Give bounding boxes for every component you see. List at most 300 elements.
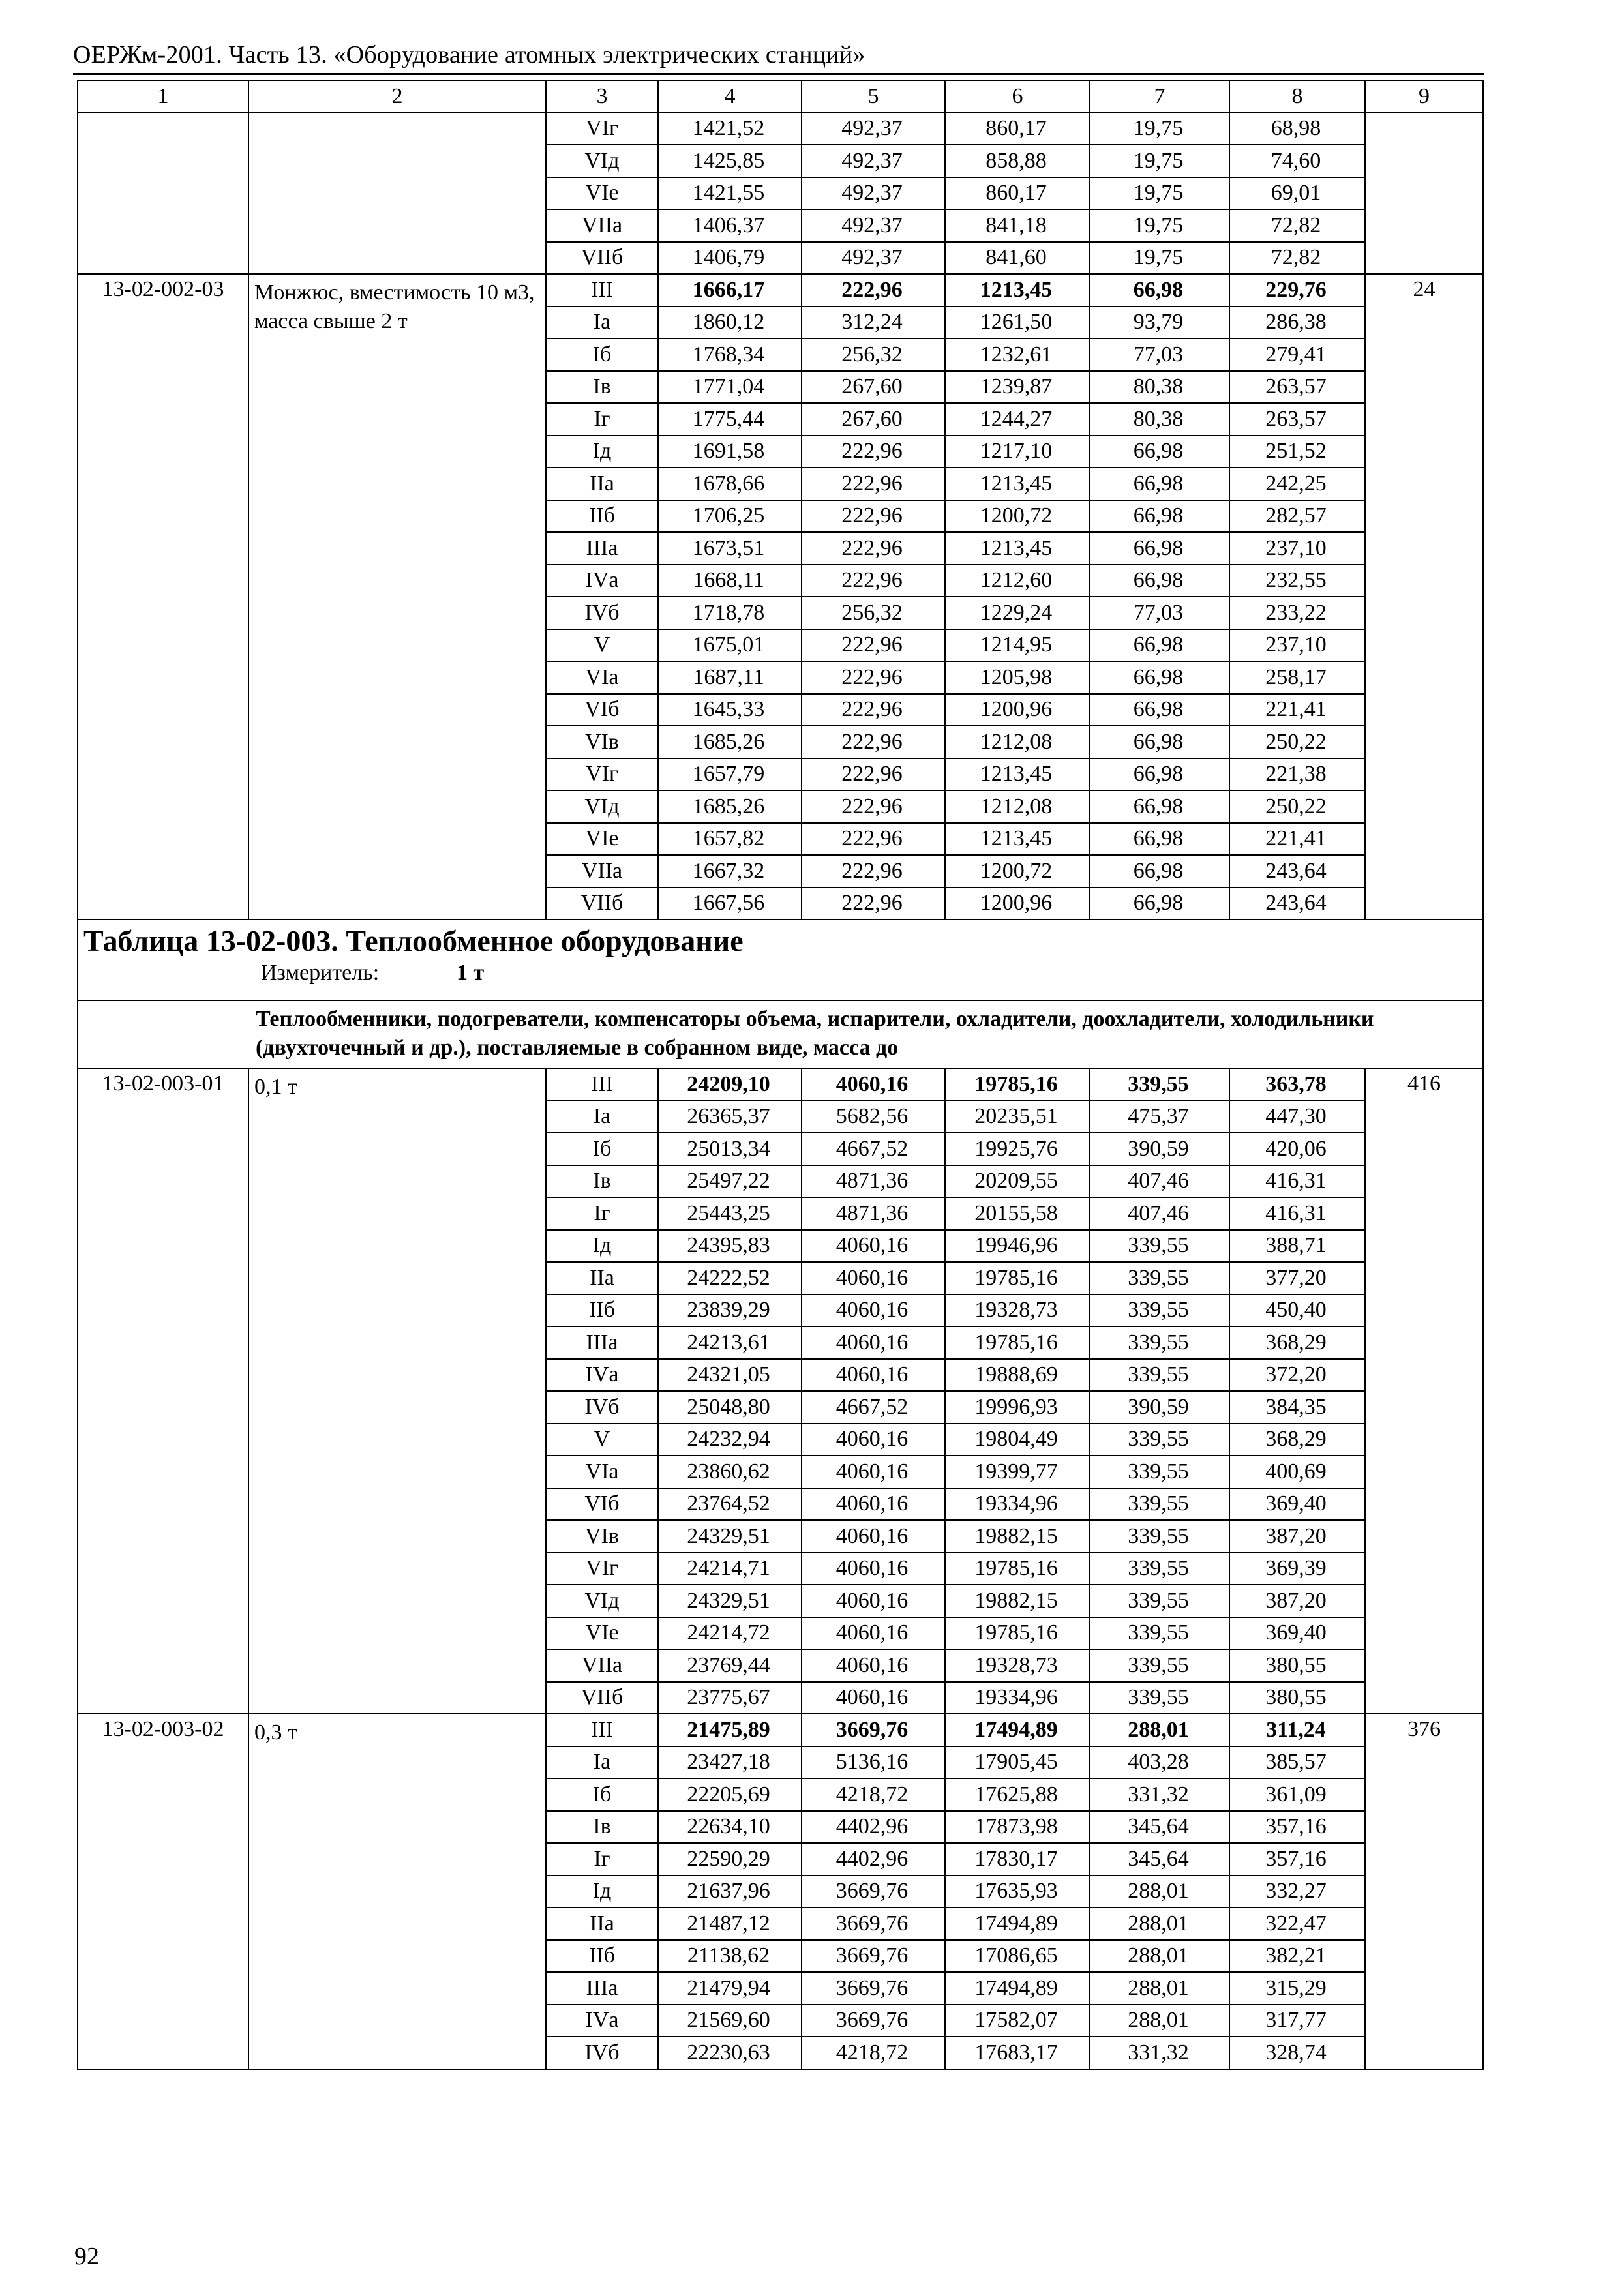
- price-value: 21637,96: [658, 1876, 802, 1908]
- price-value: 19804,49: [945, 1424, 1090, 1456]
- price-value: 250,22: [1229, 726, 1365, 758]
- price-value: 222,96: [802, 661, 945, 694]
- zone-code: VIб: [546, 694, 658, 726]
- price-value: 4060,16: [802, 1617, 945, 1650]
- price-value: 377,20: [1229, 1262, 1365, 1294]
- price-value: 21475,89: [658, 1714, 802, 1746]
- column-number: 6: [945, 80, 1090, 113]
- price-value: 19,75: [1090, 209, 1229, 242]
- zone-code: Iб: [546, 1778, 658, 1811]
- price-value: 17494,89: [945, 1908, 1090, 1940]
- price-value: 1205,98: [945, 661, 1090, 694]
- price-value: 1421,52: [658, 113, 802, 145]
- zone-code: Iг: [546, 1843, 658, 1876]
- zone-code: VIIа: [546, 209, 658, 242]
- zone-code: Iб: [546, 1133, 658, 1165]
- price-value: 19328,73: [945, 1294, 1090, 1327]
- price-value: 19,75: [1090, 242, 1229, 275]
- price-value: 17905,45: [945, 1746, 1090, 1779]
- price-value: 263,57: [1229, 371, 1365, 404]
- column-number-row: [78, 80, 1483, 113]
- price-value: 233,22: [1229, 597, 1365, 629]
- labor-cost: 416: [1365, 1068, 1483, 1714]
- column-number: 3: [546, 80, 658, 113]
- price-value: 420,06: [1229, 1133, 1365, 1165]
- price-value: 387,20: [1229, 1585, 1365, 1617]
- price-value: 66,98: [1090, 274, 1229, 307]
- price-value: 24329,51: [658, 1585, 802, 1617]
- price-value: 492,37: [802, 209, 945, 242]
- price-value: 25443,25: [658, 1197, 802, 1230]
- price-value: 357,16: [1229, 1843, 1365, 1876]
- running-header: ОЕРЖм-2001. Часть 13. «Оборудование атомных электрических станций»: [73, 41, 865, 68]
- zone-code: VIд: [546, 1585, 658, 1617]
- resource-description: Монжюс, вместимость 10 м3, масса свыше 2 т: [248, 274, 546, 920]
- price-value: 369,39: [1229, 1553, 1365, 1585]
- price-value: 222,96: [802, 274, 945, 307]
- price-value: 4060,16: [802, 1359, 945, 1392]
- price-value: 1200,96: [945, 888, 1090, 920]
- price-value: 1214,95: [945, 629, 1090, 662]
- page-number: 92: [74, 2243, 99, 2270]
- price-value: 368,29: [1229, 1424, 1365, 1456]
- price-value: 237,10: [1229, 532, 1365, 565]
- zone-code: Iв: [546, 1811, 658, 1844]
- zone-code: IIIа: [546, 1972, 658, 2005]
- price-value: 3669,76: [802, 1908, 945, 1940]
- price-value: 331,32: [1090, 1778, 1229, 1811]
- price-value: 1229,24: [945, 597, 1090, 629]
- price-value: 66,98: [1090, 694, 1229, 726]
- zone-code: VIд: [546, 145, 658, 177]
- price-value: 23775,67: [658, 1682, 802, 1714]
- price-value: 25013,34: [658, 1133, 802, 1165]
- price-value: 19399,77: [945, 1456, 1090, 1488]
- price-value: 1244,27: [945, 403, 1090, 436]
- price-value: 1718,78: [658, 597, 802, 629]
- price-value: 382,21: [1229, 1940, 1365, 1973]
- zone-code: Iг: [546, 403, 658, 436]
- price-value: 23427,18: [658, 1746, 802, 1779]
- zone-code: IIб: [546, 1294, 658, 1327]
- price-value: 4060,16: [802, 1262, 945, 1294]
- price-value: 450,40: [1229, 1294, 1365, 1327]
- price-value: 369,40: [1229, 1617, 1365, 1650]
- price-value: 1666,17: [658, 274, 802, 307]
- labor-cost: 24: [1365, 274, 1483, 920]
- price-value: 23860,62: [658, 1456, 802, 1488]
- price-value: 222,96: [802, 855, 945, 888]
- price-value: 80,38: [1090, 371, 1229, 404]
- price-value: 232,55: [1229, 565, 1365, 597]
- price-value: 339,55: [1090, 1488, 1229, 1521]
- price-value: 841,18: [945, 209, 1090, 242]
- zone-code: V: [546, 629, 658, 662]
- zone-code: VIIб: [546, 242, 658, 275]
- price-value: 19785,16: [945, 1068, 1090, 1101]
- price-value: 1406,79: [658, 242, 802, 275]
- price-value: 369,40: [1229, 1488, 1365, 1521]
- price-value: 21479,94: [658, 1972, 802, 2005]
- price-value: 1685,26: [658, 790, 802, 823]
- price-value: 69,01: [1229, 177, 1365, 210]
- price-value: 1657,79: [658, 758, 802, 791]
- zone-code: IIб: [546, 1940, 658, 1973]
- price-value: 4060,16: [802, 1682, 945, 1714]
- price-value: 1678,66: [658, 468, 802, 500]
- price-value: 263,57: [1229, 403, 1365, 436]
- price-value: 317,77: [1229, 2005, 1365, 2037]
- price-value: 339,55: [1090, 1068, 1229, 1101]
- price-value: 1212,08: [945, 726, 1090, 758]
- resource-description: 0,3 т: [248, 1714, 546, 2069]
- labor-cost: 376: [1365, 1714, 1483, 2069]
- table-note-row: [78, 1000, 1483, 1068]
- price-value: 222,96: [802, 823, 945, 856]
- price-value: 256,32: [802, 338, 945, 371]
- price-value: 1673,51: [658, 532, 802, 565]
- resource-code: [78, 113, 248, 275]
- price-value: 222,96: [802, 790, 945, 823]
- price-value: 26365,37: [658, 1101, 802, 1133]
- price-value: 250,22: [1229, 790, 1365, 823]
- price-value: 1691,58: [658, 436, 802, 468]
- price-value: 1675,01: [658, 629, 802, 662]
- price-value: 66,98: [1090, 629, 1229, 662]
- price-value: 4060,16: [802, 1520, 945, 1553]
- zone-code: VIе: [546, 177, 658, 210]
- zone-code: IIIа: [546, 532, 658, 565]
- price-value: 339,55: [1090, 1359, 1229, 1392]
- price-value: 19334,96: [945, 1682, 1090, 1714]
- price-value: 25497,22: [658, 1165, 802, 1198]
- zone-code: IVб: [546, 597, 658, 629]
- price-value: 322,47: [1229, 1908, 1365, 1940]
- zone-code: VIд: [546, 790, 658, 823]
- resource-description: 0,1 т: [248, 1068, 546, 1714]
- zone-code: VIг: [546, 758, 658, 791]
- zone-code: IIа: [546, 1262, 658, 1294]
- column-number: 8: [1229, 80, 1365, 113]
- price-value: 222,96: [802, 888, 945, 920]
- price-value: 407,46: [1090, 1197, 1229, 1230]
- price-value: 282,57: [1229, 500, 1365, 533]
- price-value: 256,32: [802, 597, 945, 629]
- column-number: 9: [1365, 80, 1483, 113]
- table-row: [78, 113, 1483, 145]
- zone-code: Iа: [546, 1746, 658, 1779]
- price-value: 222,96: [802, 565, 945, 597]
- price-value: 20209,55: [945, 1165, 1090, 1198]
- zone-code: IIа: [546, 468, 658, 500]
- price-value: 22590,29: [658, 1843, 802, 1876]
- price-value: 66,98: [1090, 790, 1229, 823]
- price-value: 1667,56: [658, 888, 802, 920]
- price-value: 222,96: [802, 726, 945, 758]
- zone-code: Iв: [546, 1165, 658, 1198]
- price-value: 390,59: [1090, 1391, 1229, 1424]
- price-value: 4060,16: [802, 1649, 945, 1682]
- price-value: 4218,72: [802, 2037, 945, 2069]
- price-value: 23769,44: [658, 1649, 802, 1682]
- price-value: 19,75: [1090, 145, 1229, 177]
- price-value: 66,98: [1090, 468, 1229, 500]
- price-value: 1213,45: [945, 758, 1090, 791]
- price-value: 77,03: [1090, 597, 1229, 629]
- price-value: 19785,16: [945, 1326, 1090, 1359]
- price-value: 4060,16: [802, 1585, 945, 1617]
- zone-code: VIе: [546, 1617, 658, 1650]
- price-value: 4402,96: [802, 1843, 945, 1876]
- price-value: 331,32: [1090, 2037, 1229, 2069]
- price-value: 24214,71: [658, 1553, 802, 1585]
- price-value: 4402,96: [802, 1811, 945, 1844]
- resource-description: [248, 113, 546, 275]
- price-value: 4060,16: [802, 1488, 945, 1521]
- price-value: 345,64: [1090, 1811, 1229, 1844]
- header-rule: [73, 73, 1484, 75]
- zone-code: VIв: [546, 1520, 658, 1553]
- price-value: 24213,61: [658, 1326, 802, 1359]
- zone-code: IVб: [546, 1391, 658, 1424]
- table-note: Теплообменники, подогреватели, компенсаторы объема, испарители, охладители, доохладители, холодильники (двухточечный и др.), поставляемые в собранном виде, масса до: [78, 1000, 1483, 1068]
- price-value: 1667,32: [658, 855, 802, 888]
- price-value: 222,96: [802, 500, 945, 533]
- price-value: 1232,61: [945, 338, 1090, 371]
- price-value: 222,96: [802, 436, 945, 468]
- price-value: 242,25: [1229, 468, 1365, 500]
- zone-code: VIе: [546, 823, 658, 856]
- price-value: 1771,04: [658, 371, 802, 404]
- price-value: 860,17: [945, 177, 1090, 210]
- price-value: 93,79: [1090, 307, 1229, 339]
- resource-code: 13-02-002-03: [78, 274, 248, 920]
- price-value: 4060,16: [802, 1294, 945, 1327]
- zone-code: Iа: [546, 307, 658, 339]
- price-value: 5136,16: [802, 1746, 945, 1779]
- price-value: 19,75: [1090, 113, 1229, 145]
- price-value: 339,55: [1090, 1294, 1229, 1327]
- price-value: 1406,37: [658, 209, 802, 242]
- price-value: 357,16: [1229, 1811, 1365, 1844]
- price-value: 339,55: [1090, 1456, 1229, 1488]
- price-value: 363,78: [1229, 1068, 1365, 1101]
- resource-code: 13-02-003-02: [78, 1714, 248, 2069]
- price-value: 860,17: [945, 113, 1090, 145]
- zone-code: Iд: [546, 1230, 658, 1263]
- zone-code: IVа: [546, 2005, 658, 2037]
- price-value: 251,52: [1229, 436, 1365, 468]
- price-value: 339,55: [1090, 1617, 1229, 1650]
- price-value: 3669,76: [802, 1714, 945, 1746]
- price-value: 311,24: [1229, 1714, 1365, 1746]
- price-value: 841,60: [945, 242, 1090, 275]
- price-value: 1213,45: [945, 274, 1090, 307]
- zone-code: Iб: [546, 338, 658, 371]
- price-value: 339,55: [1090, 1585, 1229, 1617]
- price-value: 72,82: [1229, 242, 1365, 275]
- price-value: 222,96: [802, 758, 945, 791]
- price-value: 279,41: [1229, 338, 1365, 371]
- price-value: 4060,16: [802, 1424, 945, 1456]
- zone-code: VIIб: [546, 888, 658, 920]
- price-value: 388,71: [1229, 1230, 1365, 1263]
- price-value: 221,41: [1229, 823, 1365, 856]
- measure-line: [83, 959, 1482, 987]
- price-value: 258,17: [1229, 661, 1365, 694]
- price-value: 4218,72: [802, 1778, 945, 1811]
- price-value: 267,60: [802, 403, 945, 436]
- price-value: 237,10: [1229, 629, 1365, 662]
- price-value: 1657,82: [658, 823, 802, 856]
- price-value: 24232,94: [658, 1424, 802, 1456]
- price-value: 17086,65: [945, 1940, 1090, 1973]
- price-value: 492,37: [802, 145, 945, 177]
- price-value: 17873,98: [945, 1811, 1090, 1844]
- price-value: 368,29: [1229, 1326, 1365, 1359]
- price-value: 221,38: [1229, 758, 1365, 791]
- price-value: 19785,16: [945, 1617, 1090, 1650]
- price-value: 4871,36: [802, 1165, 945, 1198]
- price-value: 66,98: [1090, 500, 1229, 533]
- price-value: 68,98: [1229, 113, 1365, 145]
- price-value: 74,60: [1229, 145, 1365, 177]
- price-value: 1239,87: [945, 371, 1090, 404]
- price-value: 385,57: [1229, 1746, 1365, 1779]
- price-value: 380,55: [1229, 1682, 1365, 1714]
- price-value: 24395,83: [658, 1230, 802, 1263]
- price-value: 66,98: [1090, 855, 1229, 888]
- zone-code: III: [546, 1068, 658, 1101]
- table-row: [78, 1714, 1483, 1746]
- price-value: 17683,17: [945, 2037, 1090, 2069]
- table-row: [78, 274, 1483, 307]
- zone-code: VIг: [546, 1553, 658, 1585]
- price-value: 1213,45: [945, 532, 1090, 565]
- table-body: [78, 80, 1483, 2069]
- price-value: 267,60: [802, 371, 945, 404]
- price-value: 387,20: [1229, 1520, 1365, 1553]
- price-value: 1200,72: [945, 500, 1090, 533]
- price-value: 5682,56: [802, 1101, 945, 1133]
- price-value: 66,98: [1090, 532, 1229, 565]
- price-value: 492,37: [802, 177, 945, 210]
- price-value: 17494,89: [945, 1714, 1090, 1746]
- price-value: 339,55: [1090, 1520, 1229, 1553]
- price-value: 24329,51: [658, 1520, 802, 1553]
- price-value: 4060,16: [802, 1068, 945, 1101]
- price-value: 22634,10: [658, 1811, 802, 1844]
- price-value: 66,98: [1090, 661, 1229, 694]
- price-value: 25048,80: [658, 1391, 802, 1424]
- zone-code: VIв: [546, 726, 658, 758]
- price-value: 332,27: [1229, 1876, 1365, 1908]
- zone-code: VIа: [546, 1456, 658, 1488]
- price-value: 403,28: [1090, 1746, 1229, 1779]
- price-value: 1217,10: [945, 436, 1090, 468]
- price-value: 339,55: [1090, 1553, 1229, 1585]
- price-value: 4060,16: [802, 1553, 945, 1585]
- zone-code: Iд: [546, 436, 658, 468]
- zone-code: III: [546, 1714, 658, 1746]
- price-value: 19946,96: [945, 1230, 1090, 1263]
- price-value: 17625,88: [945, 1778, 1090, 1811]
- price-value: 407,46: [1090, 1165, 1229, 1198]
- price-value: 447,30: [1229, 1101, 1365, 1133]
- price-value: 858,88: [945, 145, 1090, 177]
- price-value: 66,98: [1090, 565, 1229, 597]
- price-value: 222,96: [802, 532, 945, 565]
- labor-cost: [1365, 113, 1483, 275]
- price-value: 1860,12: [658, 307, 802, 339]
- price-value: 21138,62: [658, 1940, 802, 1973]
- price-value: 222,96: [802, 629, 945, 662]
- price-value: 19996,93: [945, 1391, 1090, 1424]
- price-value: 66,98: [1090, 726, 1229, 758]
- price-value: 66,98: [1090, 436, 1229, 468]
- price-value: 17494,89: [945, 1972, 1090, 2005]
- price-value: 80,38: [1090, 403, 1229, 436]
- zone-code: IIа: [546, 1908, 658, 1940]
- price-value: 21487,12: [658, 1908, 802, 1940]
- price-value: 22230,63: [658, 2037, 802, 2069]
- price-value: 24321,05: [658, 1359, 802, 1392]
- price-value: 4060,16: [802, 1230, 945, 1263]
- price-value: 19785,16: [945, 1553, 1090, 1585]
- measure-value: 1 т: [457, 960, 485, 985]
- price-value: 1200,96: [945, 694, 1090, 726]
- price-value: 372,20: [1229, 1359, 1365, 1392]
- price-value: 222,96: [802, 468, 945, 500]
- price-value: 3669,76: [802, 2005, 945, 2037]
- price-value: 243,64: [1229, 855, 1365, 888]
- price-value: 339,55: [1090, 1424, 1229, 1456]
- price-value: 4060,16: [802, 1326, 945, 1359]
- price-value: 66,98: [1090, 888, 1229, 920]
- price-value: 66,98: [1090, 758, 1229, 791]
- table-title-row: [78, 920, 1483, 1000]
- price-value: 221,41: [1229, 694, 1365, 726]
- price-value: 243,64: [1229, 888, 1365, 920]
- price-value: 1213,45: [945, 823, 1090, 856]
- price-value: 1200,72: [945, 855, 1090, 888]
- price-value: 1768,34: [658, 338, 802, 371]
- zone-code: VIг: [546, 113, 658, 145]
- price-value: 4667,52: [802, 1133, 945, 1165]
- measure-label: Измеритель:: [261, 960, 380, 985]
- price-value: 19,75: [1090, 177, 1229, 210]
- resource-code: 13-02-003-01: [78, 1068, 248, 1714]
- price-value: 1425,85: [658, 145, 802, 177]
- price-value: 24222,52: [658, 1262, 802, 1294]
- price-value: 1213,45: [945, 468, 1090, 500]
- price-value: 1775,44: [658, 403, 802, 436]
- zone-code: VIа: [546, 661, 658, 694]
- price-value: 1212,60: [945, 565, 1090, 597]
- price-value: 400,69: [1229, 1456, 1365, 1488]
- price-value: 1668,11: [658, 565, 802, 597]
- zone-code: VIIа: [546, 855, 658, 888]
- price-value: 4871,36: [802, 1197, 945, 1230]
- price-value: 315,29: [1229, 1972, 1365, 2005]
- price-value: 19888,69: [945, 1359, 1090, 1392]
- price-value: 312,24: [802, 307, 945, 339]
- price-value: 288,01: [1090, 1908, 1229, 1940]
- price-value: 19334,96: [945, 1488, 1090, 1521]
- price-value: 19925,76: [945, 1133, 1090, 1165]
- column-number: 5: [802, 80, 945, 113]
- zone-code: IVб: [546, 2037, 658, 2069]
